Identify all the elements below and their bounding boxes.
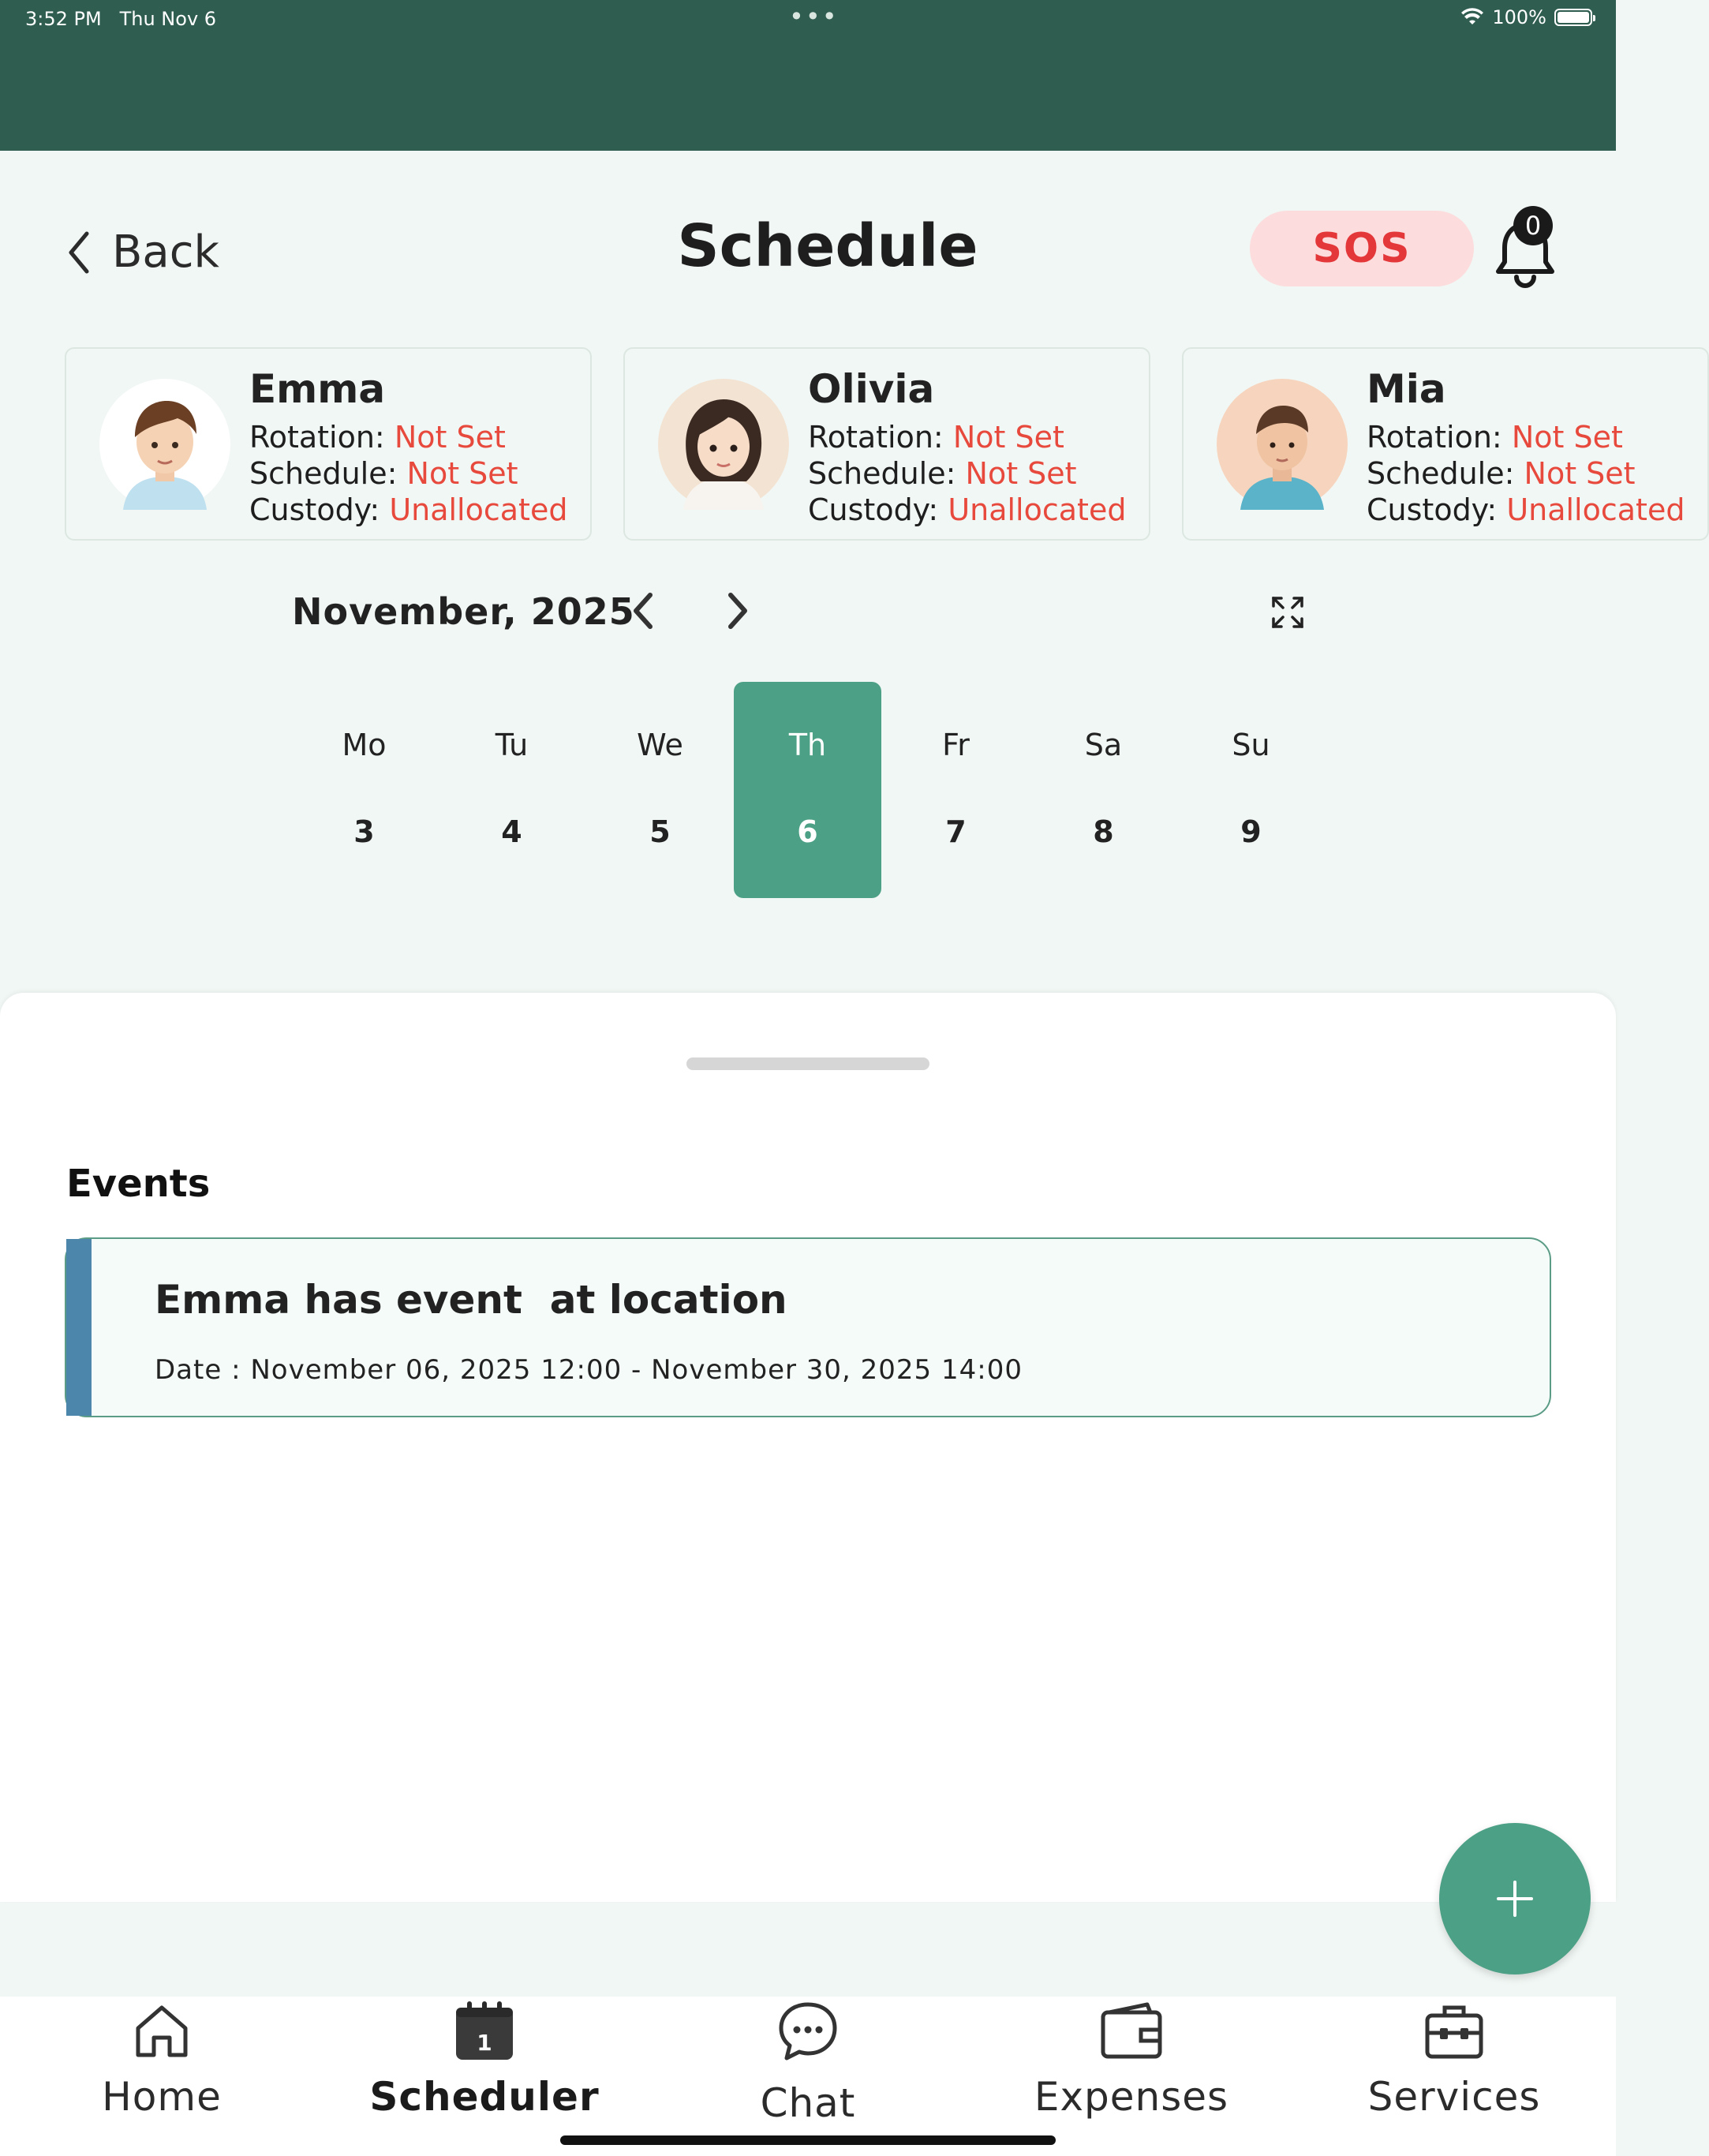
tab-label: Scheduler: [369, 2074, 600, 2120]
schedule-value: Not Set: [965, 456, 1077, 491]
wifi-icon: [1460, 8, 1484, 27]
day-name: Su: [1232, 728, 1270, 762]
day-cell[interactable]: [882, 682, 1030, 898]
day-name: Th: [788, 728, 827, 762]
schedule-value: Not Set: [1524, 456, 1636, 491]
day-number: 8: [1093, 814, 1114, 849]
child-schedule: [1367, 456, 1636, 491]
month-navigation: [0, 576, 1616, 647]
rotation-label: Rotation:: [1367, 420, 1502, 455]
tab-home[interactable]: [43, 1997, 280, 2154]
day-number: 7: [945, 814, 967, 849]
calendar-icon: [453, 2000, 516, 2063]
page-title: Schedule: [677, 212, 978, 280]
day-name: Tu: [495, 728, 529, 762]
children-carousel[interactable]: [65, 347, 1685, 541]
page-header: [0, 151, 1616, 340]
battery-icon: [1554, 9, 1592, 26]
multitask-dots[interactable]: •••: [789, 2, 839, 32]
wallet-icon: [1100, 2000, 1163, 2063]
day-cell[interactable]: [586, 682, 734, 898]
custody-value: Unallocated: [389, 492, 568, 527]
day-name: Sa: [1084, 728, 1123, 762]
schedule-label: Schedule:: [249, 456, 398, 491]
tab-label: Home: [102, 2074, 222, 2120]
event-card[interactable]: [65, 1237, 1551, 1417]
chevron-left-icon[interactable]: [623, 587, 663, 634]
notification-badge: 0: [1513, 206, 1553, 245]
event-title: Emma has event at location: [155, 1277, 787, 1323]
schedule-value: Not Set: [406, 456, 518, 491]
event-color-stripe: [66, 1239, 92, 1416]
plus-icon: [1495, 1879, 1535, 1918]
child-rotation: [1367, 420, 1623, 455]
home-indicator[interactable]: [560, 2135, 1056, 2145]
chevron-right-icon[interactable]: [718, 587, 757, 634]
child-rotation: [249, 420, 506, 455]
child-card-emma[interactable]: [65, 347, 592, 541]
battery-percent: 100%: [1492, 6, 1546, 28]
day-number: 3: [353, 814, 375, 849]
events-section-title: Events: [66, 1162, 211, 1206]
day-name: Mo: [342, 728, 387, 762]
child-card-mia[interactable]: [1182, 347, 1709, 541]
child-avatar-mia: [1217, 379, 1348, 510]
child-custody: [249, 492, 567, 527]
events-sheet: [0, 993, 1616, 1902]
custody-label: Custody:: [808, 492, 939, 527]
rotation-value: Not Set: [1511, 420, 1623, 455]
schedule-label: Schedule:: [1367, 456, 1515, 491]
tab-expenses[interactable]: [1013, 1997, 1250, 2154]
custody-value: Unallocated: [948, 492, 1127, 527]
child-avatar-emma: [99, 379, 230, 510]
custody-label: Custody:: [1367, 492, 1498, 527]
tab-scheduler[interactable]: [366, 1997, 603, 2154]
rotation-value: Not Set: [952, 420, 1064, 455]
child-name: Olivia: [808, 366, 935, 412]
child-name: Mia: [1367, 366, 1446, 412]
day-number: 6: [797, 814, 818, 849]
day-cell[interactable]: [1177, 682, 1325, 898]
day-cell-selected[interactable]: [734, 682, 881, 898]
day-cell[interactable]: [290, 682, 438, 898]
custody-value: Unallocated: [1506, 492, 1685, 527]
sos-button[interactable]: SOS: [1250, 211, 1474, 286]
add-event-button[interactable]: [1439, 1823, 1591, 1974]
tab-chat[interactable]: [690, 1997, 926, 2154]
status-time: [25, 8, 216, 30]
status-bar: [0, 0, 1616, 151]
custody-label: Custody:: [249, 492, 380, 527]
day-cell[interactable]: [1030, 682, 1177, 898]
day-number: 9: [1240, 814, 1262, 849]
back-label: Back: [112, 226, 219, 278]
rotation-label: Rotation:: [808, 420, 944, 455]
bottom-tab-bar: [0, 1997, 1616, 2156]
child-avatar-olivia: [658, 379, 789, 510]
status-clock: 3:52 PM: [25, 8, 102, 30]
status-right: [1460, 6, 1592, 28]
rotation-label: Rotation:: [249, 420, 385, 455]
day-number: 5: [649, 814, 671, 849]
day-name: Fr: [942, 728, 970, 762]
child-schedule: [249, 456, 518, 491]
tab-label: Services: [1367, 2074, 1541, 2120]
child-name: Emma: [249, 366, 386, 412]
expand-icon[interactable]: [1270, 595, 1305, 630]
chat-bubble-icon: [776, 2000, 840, 2063]
month-label: November, 2025: [292, 590, 635, 633]
tab-label: Expenses: [1034, 2074, 1229, 2120]
day-name: We: [637, 728, 683, 762]
calendar-day-number: 1: [477, 2030, 492, 2056]
sheet-drag-handle[interactable]: [686, 1057, 929, 1070]
child-custody: [808, 492, 1126, 527]
tab-services[interactable]: [1336, 1997, 1573, 2154]
child-card-olivia[interactable]: [623, 347, 1150, 541]
child-custody: [1367, 492, 1685, 527]
schedule-label: Schedule:: [808, 456, 956, 491]
rotation-value: Not Set: [394, 420, 506, 455]
day-number: 4: [501, 814, 522, 849]
day-cell[interactable]: [438, 682, 585, 898]
toolbox-icon: [1423, 2000, 1486, 2063]
week-strip: [0, 682, 1616, 898]
child-schedule: [808, 456, 1077, 491]
status-date: Thu Nov 6: [119, 8, 217, 30]
tab-label: Chat: [760, 2080, 856, 2126]
child-rotation: [808, 420, 1064, 455]
event-date: Date : November 06, 2025 12:00 - November 30, 2025 14:00: [155, 1354, 1023, 1386]
home-icon: [130, 2000, 193, 2063]
